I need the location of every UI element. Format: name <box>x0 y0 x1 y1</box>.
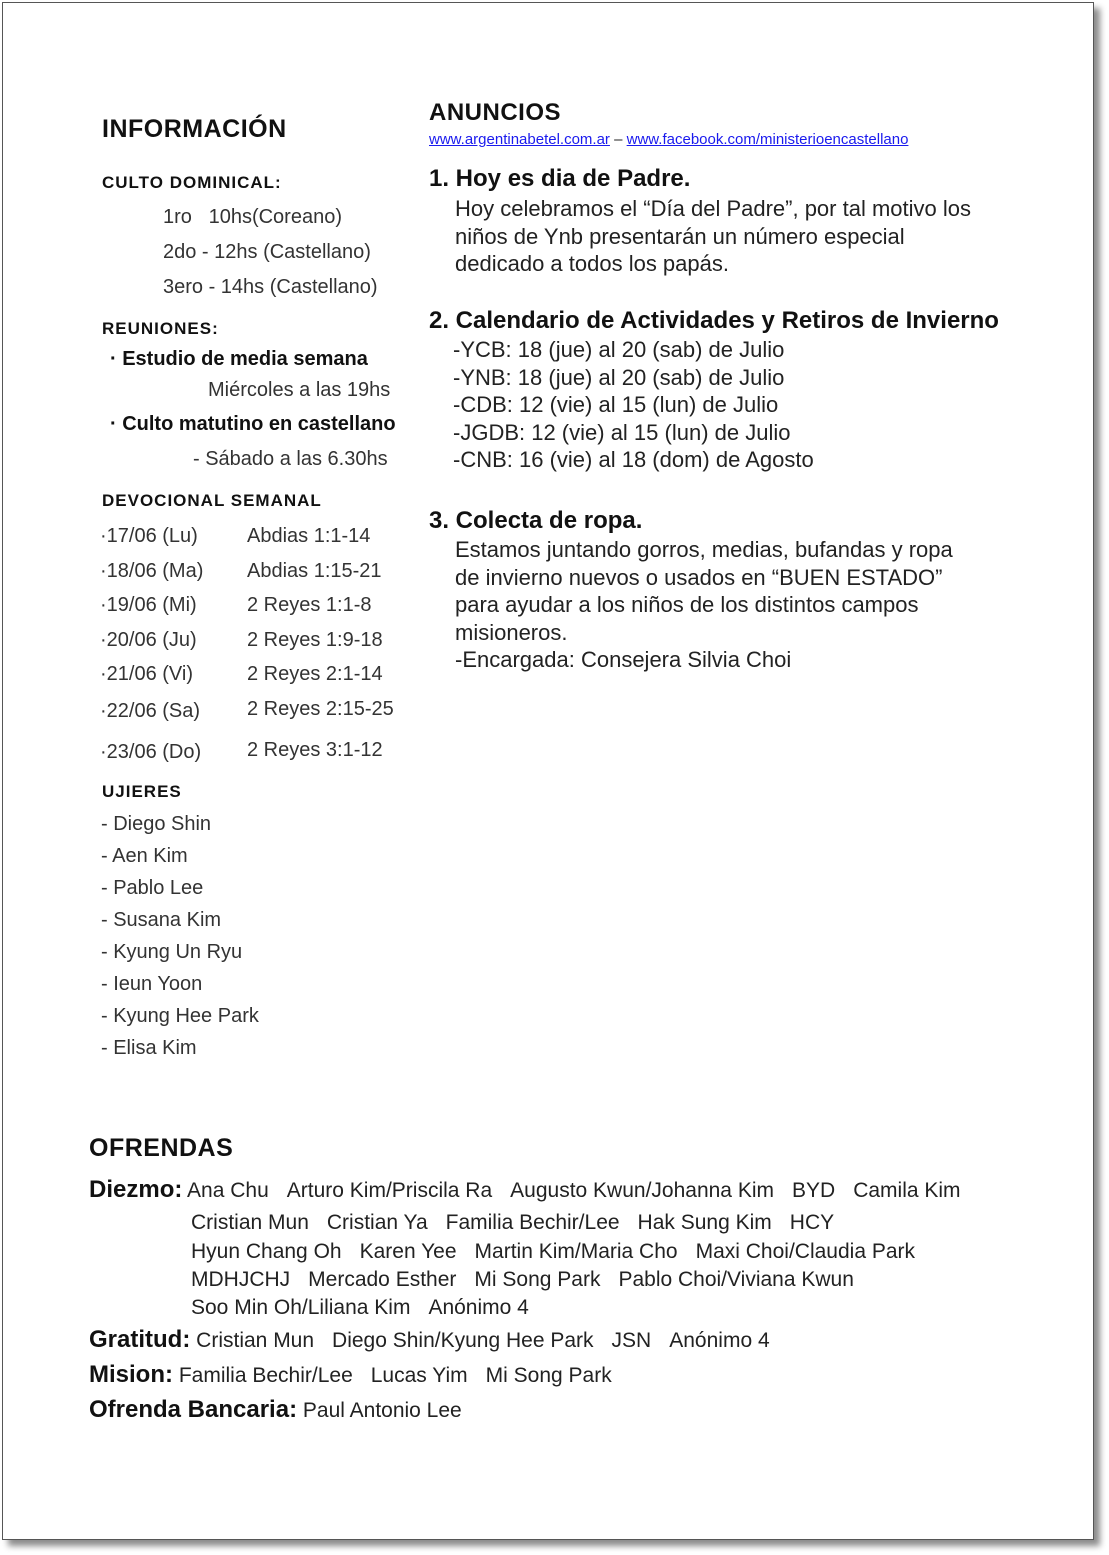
bulletin-page <box>2 2 1094 1540</box>
list-item: Anónimo 4 <box>428 1296 529 1319</box>
list-item: Familia Bechir/Lee <box>178 1364 353 1387</box>
announcement-line: -CNB: 16 (vie) al 18 (dom) de Agosto <box>453 447 814 472</box>
list-item: Camila Kim <box>853 1179 961 1202</box>
announcement-line: -YNB: 18 (jue) al 20 (sab) de Julio <box>453 364 785 390</box>
devocional-ref: 2 Reyes 2:15-25 <box>247 698 394 720</box>
devocional-ref: 2 Reyes 3:1-12 <box>247 739 383 761</box>
list-item: Ana Chu <box>187 1179 269 1202</box>
reunion-1-time: Miércoles a las 19hs <box>208 379 391 401</box>
list-item: Mi Song Park <box>485 1364 612 1387</box>
list-item: - Elisa Kim <box>101 1037 197 1059</box>
reunion-2-time: - Sábado a las 6.30hs <box>193 448 388 470</box>
diezmo-line-4 <box>191 1266 872 1295</box>
diezmo-label: Diezmo: <box>89 1176 183 1203</box>
devocional-ref: 2 Reyes 2:1-14 <box>247 663 383 685</box>
devocional-ref: Abdias 1:15-21 <box>247 560 382 582</box>
diezmo-line-5 <box>191 1294 547 1323</box>
devocional-day: ·21/06 (Vi) <box>100 663 194 685</box>
list-item: Cristian Mun <box>196 1329 315 1352</box>
announcement-line: niños de Ynb presentarán un número especial <box>455 223 905 249</box>
list-item: BYD <box>792 1179 836 1202</box>
list-item: Mi Song Park <box>474 1268 601 1291</box>
bancaria-label: Ofrenda Bancaria: <box>89 1396 298 1423</box>
anuncios-title: ANUNCIOS <box>429 99 562 126</box>
devocional-day: ·20/06 (Ju) <box>100 629 197 651</box>
announcement-1-title: 1. Hoy es dia de Padre. <box>429 165 691 192</box>
facebook-link[interactable]: www.facebook.com/ministerioencastellano <box>626 131 909 148</box>
list-item: Hyun Chang Oh <box>191 1240 342 1263</box>
list-item: Pablo Choi/Viviana Kwun <box>618 1268 854 1291</box>
reunion-2-title: · Culto matutino en castellano <box>110 413 396 435</box>
list-item: - Pablo Lee <box>101 877 204 899</box>
announcement-line: -YCB: 18 (jue) al 20 (sab) de Julio <box>453 337 785 362</box>
mision-section <box>89 1361 630 1391</box>
announcement-3-title: 3. Colecta de ropa. <box>429 507 643 534</box>
list-item: Diego Shin/Kyung Hee Park <box>332 1329 594 1352</box>
devocional-ref: Abdias 1:1-14 <box>247 525 371 547</box>
announcement-line: Hoy celebramos el “Día del Padre”, por tal motivo los <box>455 196 971 221</box>
reuniones-heading: REUNIONES: <box>102 319 219 338</box>
bancaria-section <box>89 1396 480 1426</box>
info-title: INFORMACIÓN <box>102 115 287 143</box>
list-item: MDHJCHJ <box>191 1268 291 1291</box>
list-item: Arturo Kim/Priscila Ra <box>286 1179 493 1202</box>
culto-line-3: 3ero - 14hs (Castellano) <box>163 276 378 298</box>
culto-line-1: 1ro 10hs(Coreano) <box>163 206 342 228</box>
culto-dominical-heading: CULTO DOMINICAL: <box>102 173 282 192</box>
announcement-2-body <box>453 336 814 474</box>
announcement-line: -CDB: 12 (vie) al 15 (lun) de Julio <box>453 392 779 417</box>
list-item: HCY <box>789 1211 835 1234</box>
list-item: Anónimo 4 <box>669 1329 770 1352</box>
announcement-line: Estamos juntando gorros, medias, bufandas y ropa <box>455 537 953 562</box>
list-item: - Aen Kim <box>101 845 188 867</box>
diezmo-line-3 <box>191 1238 933 1267</box>
announcement-2-title: 2. Calendario de Actividades y Retiros de Invierno <box>429 307 999 334</box>
list-item: Mercado Esther <box>308 1268 457 1291</box>
announcement-line: de invierno nuevos o usados en “BUEN ESTADO” <box>455 564 943 590</box>
list-item: Paul Antonio Lee <box>302 1399 462 1422</box>
devocional-day: ·17/06 (Lu) <box>100 525 198 547</box>
list-item: Cristian Ya <box>326 1211 428 1234</box>
list-item: - Ieun Yoon <box>101 973 203 995</box>
gratitud-label: Gratitud: <box>89 1326 191 1353</box>
devocional-day: ·19/06 (Mi) <box>100 594 197 616</box>
ujieres-heading: UJIERES <box>102 782 182 801</box>
diezmo-line-1 <box>89 1176 979 1206</box>
list-item: JSN <box>611 1329 652 1352</box>
devocional-heading: DEVOCIONAL SEMANAL <box>102 491 322 510</box>
diezmo-section <box>89 1176 979 1206</box>
list-item: Martin Kim/Maria Cho <box>474 1240 678 1263</box>
devocional-day: ·18/06 (Ma) <box>100 560 204 582</box>
list-item: - Kyung Hee Park <box>101 1005 259 1027</box>
culto-line-2: 2do - 12hs (Castellano) <box>163 241 371 263</box>
ofrendas-title: OFRENDAS <box>89 1134 234 1162</box>
announcement-line: -JGDB: 12 (vie) al 15 (lun) de Julio <box>453 419 791 445</box>
announcement-line: dedicado a todos los papás. <box>455 251 729 276</box>
list-item: - Kyung Un Ryu <box>101 941 243 963</box>
devocional-ref: 2 Reyes 1:9-18 <box>247 629 383 651</box>
list-item: Augusto Kwun/Johanna Kim <box>510 1179 774 1202</box>
devocional-day: ·22/06 (Sa) <box>100 700 201 722</box>
link-separator: – <box>609 131 627 148</box>
gratitud-section <box>89 1326 788 1356</box>
announcement-line: para ayudar a los niños de los distintos campos <box>455 592 919 617</box>
list-item: Soo Min Oh/Liliana Kim <box>191 1296 411 1319</box>
devocional-day: ·23/06 (Do) <box>100 741 202 763</box>
list-item: - Diego Shin <box>101 813 212 835</box>
diezmo-line-2 <box>191 1209 852 1238</box>
list-item: Lucas Yim <box>370 1364 468 1387</box>
announcement-line: misioneros. <box>455 619 568 645</box>
list-item: Hak Sung Kim <box>637 1211 772 1234</box>
list-item: Cristian Mun <box>191 1211 309 1234</box>
announcement-3-body <box>455 536 953 674</box>
website-link[interactable]: www.argentinabetel.com.ar <box>429 131 610 148</box>
list-item: Maxi Choi/Claudia Park <box>695 1240 916 1263</box>
anuncios-links <box>429 131 908 149</box>
announcement-1-body <box>455 195 971 278</box>
reunion-1-title: · Estudio de media semana <box>110 348 368 370</box>
mision-label: Mision: <box>89 1361 173 1388</box>
devocional-ref: 2 Reyes 1:1-8 <box>247 594 372 616</box>
announcement-line: -Encargada: Consejera Silvia Choi <box>455 647 792 672</box>
list-item: Familia Bechir/Lee <box>445 1211 620 1234</box>
list-item: Karen Yee <box>359 1240 457 1263</box>
list-item: - Susana Kim <box>101 909 222 931</box>
